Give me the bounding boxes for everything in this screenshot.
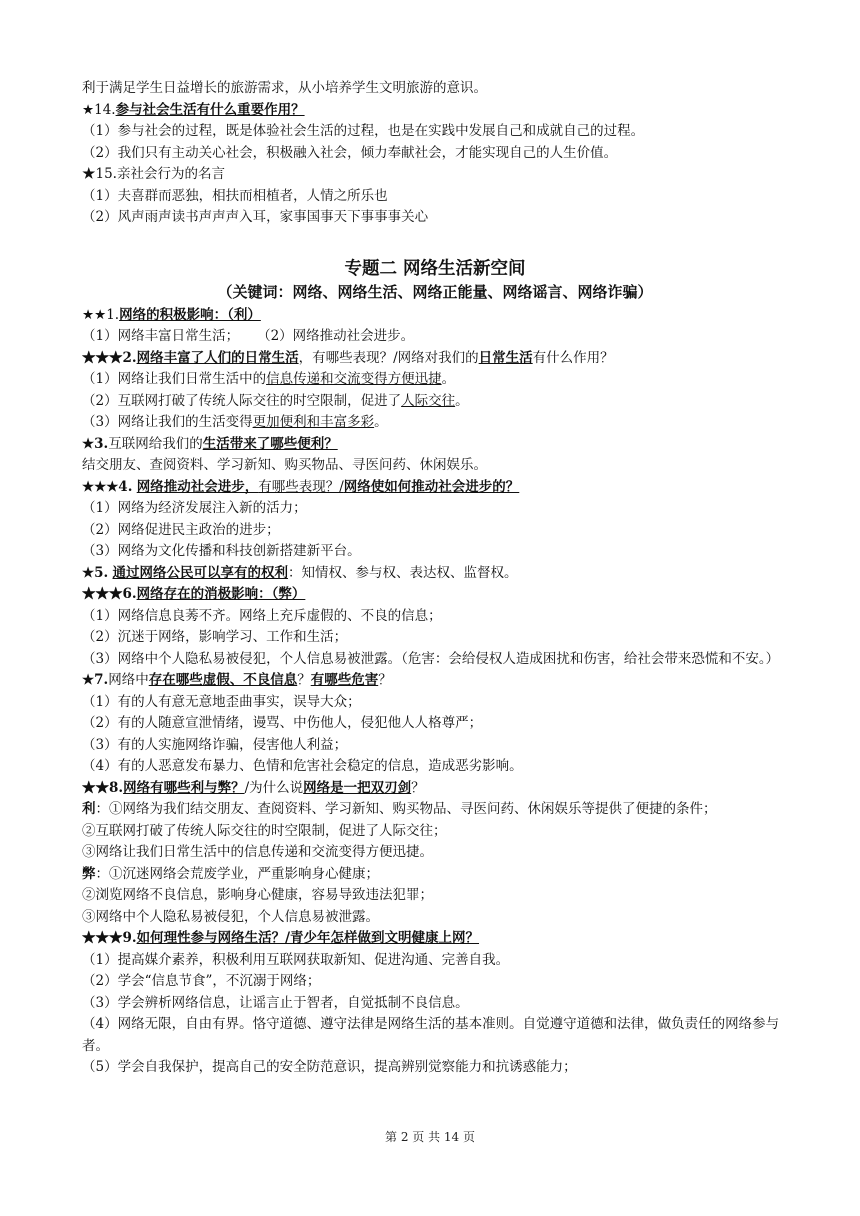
answer-part: 信息传递和交流变得方便迅捷 bbox=[266, 371, 442, 387]
question-text: /为什么说 bbox=[244, 779, 304, 796]
answer-part: 更加便利和丰富多彩 bbox=[252, 414, 375, 430]
question-text: ？ bbox=[378, 672, 392, 688]
answer-line: （3）有的人实施网络诈骗，侵害他人利益； bbox=[82, 736, 348, 753]
answer-line: （2）风声雨声读书声声声入耳，家事国事天下事事事关心 bbox=[82, 209, 429, 225]
question-text: ：知情权、参与权、表达权、监督权。 bbox=[288, 564, 518, 581]
answer-part: ：①网络为我们结交朋友、查阅资料、学习新知、购买物品、寻医问药、休闲娱乐等提供了便捷的条件； bbox=[95, 801, 717, 817]
question-8 bbox=[82, 778, 788, 800]
answer-part: 。 bbox=[441, 371, 456, 387]
answer-line: ③网络中个人隐私易被侵犯，个人信息易被泄露。 bbox=[82, 908, 379, 925]
answer-line bbox=[82, 412, 788, 434]
question-text: 存在哪些虚假、不良信息 bbox=[148, 672, 298, 688]
star-marker: ★7. bbox=[82, 672, 109, 688]
answer-line: （1）网络为经济发展注入新的活力； bbox=[82, 500, 307, 516]
answer-line: （2）沉迷于网络，影响学习、工作和生活； bbox=[82, 629, 348, 645]
answer-line: （2）我们只有主动关心社会，积极融入社会，倾力奉献社会，才能实现自己的人生价值。 bbox=[82, 144, 618, 161]
star-marker: ★★★2. bbox=[82, 349, 137, 366]
question-text: 网络的积极影响：（利） bbox=[119, 306, 261, 323]
question-14 bbox=[82, 100, 788, 122]
answer-line bbox=[82, 391, 788, 413]
answer-part: 人际交往 bbox=[401, 392, 456, 409]
question-9 bbox=[82, 928, 788, 950]
answer-line: （3）网络为文化传播和科技创新搭建新平台。 bbox=[82, 543, 361, 559]
answer-line: （1）提高媒介素养，积极利用互联网获取新知、促进沟通、完善自我。 bbox=[82, 951, 510, 968]
question-text: ？ bbox=[297, 672, 311, 688]
question-text: ，有哪些表现？/网络对我们的 bbox=[298, 349, 479, 366]
answer-line bbox=[82, 326, 788, 348]
answer-line: （2）有的人随意宣泄情绪，谩骂、中伤他人，侵犯他人人格尊严； bbox=[82, 715, 483, 731]
question-text: 网络丰富了人们的日常生活 bbox=[136, 349, 299, 366]
star-marker: ★★★4. bbox=[82, 478, 133, 495]
star-marker: ★★1. bbox=[82, 306, 120, 323]
answer-line: （2）网络促进民主政治的进步； bbox=[82, 521, 280, 538]
answer-line: （3）学会辨析网络信息，让谣言止于智者，自觉抵制不良信息。 bbox=[82, 994, 469, 1011]
star-marker: ★3. bbox=[82, 435, 109, 452]
page-footer: 第 2 页 共 14 页 bbox=[385, 1130, 475, 1144]
text-line: 利于满足学生日益增长的旅游需求，从小培养学生文明旅游的意识。 bbox=[82, 80, 487, 96]
question-text: ？ bbox=[411, 779, 425, 796]
section-keywords: （关键词：网络、网络生活、网络正能量、网络谣言、网络诈骗） bbox=[217, 282, 653, 301]
answer-line: ③网络让我们日常生活中的信息传递和交流变得方便迅捷。 bbox=[82, 844, 433, 860]
answer-line: （3）网络中个人隐私易被侵犯，个人信息易被泄露。（危害：会给侵权人造成困扰和伤害，给社会带来恐慌和不安。） bbox=[82, 650, 780, 667]
answer-line: ②浏览网络不良信息，影响身心健康，容易导致违法犯罪； bbox=[82, 887, 433, 903]
answer-part: （2）网络推动社会进步。 bbox=[257, 328, 415, 344]
question-text: 有哪些危害 bbox=[310, 672, 379, 688]
question-text: 网络中 bbox=[108, 672, 149, 688]
answer-line: （1）有的人有意无意地歪曲事实，误导大众； bbox=[82, 693, 361, 710]
answer-line: （4）有的人恶意发布暴力、色情和危害社会稳定的信息，造成恶劣影响。 bbox=[82, 758, 523, 774]
answer-line: （5）学会自我保护，提高自己的安全防范意识，提高辨别觉察能力和抗诱惑能力； bbox=[82, 1059, 577, 1075]
question-text: 网络存在的消极影响：（弊） bbox=[136, 586, 306, 602]
question-5 bbox=[82, 563, 788, 585]
document-page bbox=[82, 78, 788, 1079]
question-text: 网络推动社会进步， bbox=[136, 478, 259, 495]
question-text: 有什么作用？ bbox=[532, 349, 614, 366]
star-marker: ★★★9. bbox=[82, 930, 137, 946]
answer-line: （1）网络信息良莠不齐。网络上充斥虚假的、不良的信息； bbox=[82, 607, 442, 624]
question-text: 如何理性参与网络生活？/青少年怎样做到文明健康上网？ bbox=[136, 930, 480, 946]
answer-part: （1）网络让我们日常生活中的 bbox=[82, 371, 267, 387]
question-text: 参与社会生活有什么重要作用？ bbox=[115, 101, 305, 118]
question-15: ★15.亲社会行为的名言 bbox=[82, 166, 225, 182]
question-text: 有哪些表现？/ bbox=[258, 478, 344, 495]
answer-part: 。 bbox=[374, 414, 388, 430]
question-6 bbox=[82, 584, 788, 606]
answer-part: 。 bbox=[455, 392, 469, 409]
question-text: 网络有哪些利与弊？ bbox=[123, 779, 245, 796]
answer-line: 结交朋友、查阅资料、学习新知、购买物品、寻医问药、休闲娱乐。 bbox=[82, 457, 487, 473]
answer-line bbox=[82, 799, 788, 821]
question-4 bbox=[82, 477, 788, 499]
question-text: 生活带来了哪些便利？ bbox=[202, 435, 338, 452]
question-text: 日常生活 bbox=[478, 349, 533, 366]
answer-line: （4）网络无限，自由有界。恪守道德、遵守法律是网络生活的基本准则。自觉遵守道德和法律，做负责任的网络参与者。 bbox=[82, 1016, 780, 1054]
question-1 bbox=[82, 305, 788, 327]
answer-part: （1）网络丰富日常生活； bbox=[82, 328, 240, 344]
answer-part: （3）网络让我们的生活变得 bbox=[82, 414, 253, 430]
label-li: 利 bbox=[82, 801, 96, 817]
question-text: 互联网给我们的 bbox=[108, 435, 203, 452]
answer-line: （2）学会“信息节食”，不沉溺于网络； bbox=[82, 973, 321, 989]
question-3 bbox=[82, 434, 788, 456]
question-2 bbox=[82, 348, 788, 370]
answer-line: （1）夫喜群而恶独，相扶而相植者，人情之所乐也 bbox=[82, 187, 388, 204]
question-7 bbox=[82, 670, 788, 692]
answer-line bbox=[82, 864, 788, 886]
section-title: 专题二 网络生活新空间 bbox=[344, 258, 526, 279]
star-marker: ★★★6. bbox=[82, 586, 137, 602]
star-marker: ★★8. bbox=[82, 779, 124, 796]
star-marker: ★14. bbox=[82, 101, 116, 118]
answer-line: ②互联网打破了传统人际交往的时空限制，促进了人际交往； bbox=[82, 822, 447, 839]
question-text: 网络使如何推动社会进步的？ bbox=[343, 478, 520, 495]
question-text: 网络是一把双刃剑 bbox=[303, 779, 412, 796]
answer-line: （1）参与社会的过程，既是体验社会生活的过程，也是在实践中发展自己和成就自己的过程。 bbox=[82, 123, 645, 139]
star-marker: ★5. bbox=[82, 564, 109, 581]
answer-line bbox=[82, 369, 788, 391]
answer-part: （2）互联网打破了传统人际交往的时空限制，促进了 bbox=[82, 392, 402, 409]
answer-part: ：①沉迷网络会荒废学业，严重影响身心健康； bbox=[95, 865, 379, 882]
question-text: 通过网络公民可以享有的权利 bbox=[112, 564, 288, 581]
label-bi: 弊 bbox=[82, 865, 96, 882]
